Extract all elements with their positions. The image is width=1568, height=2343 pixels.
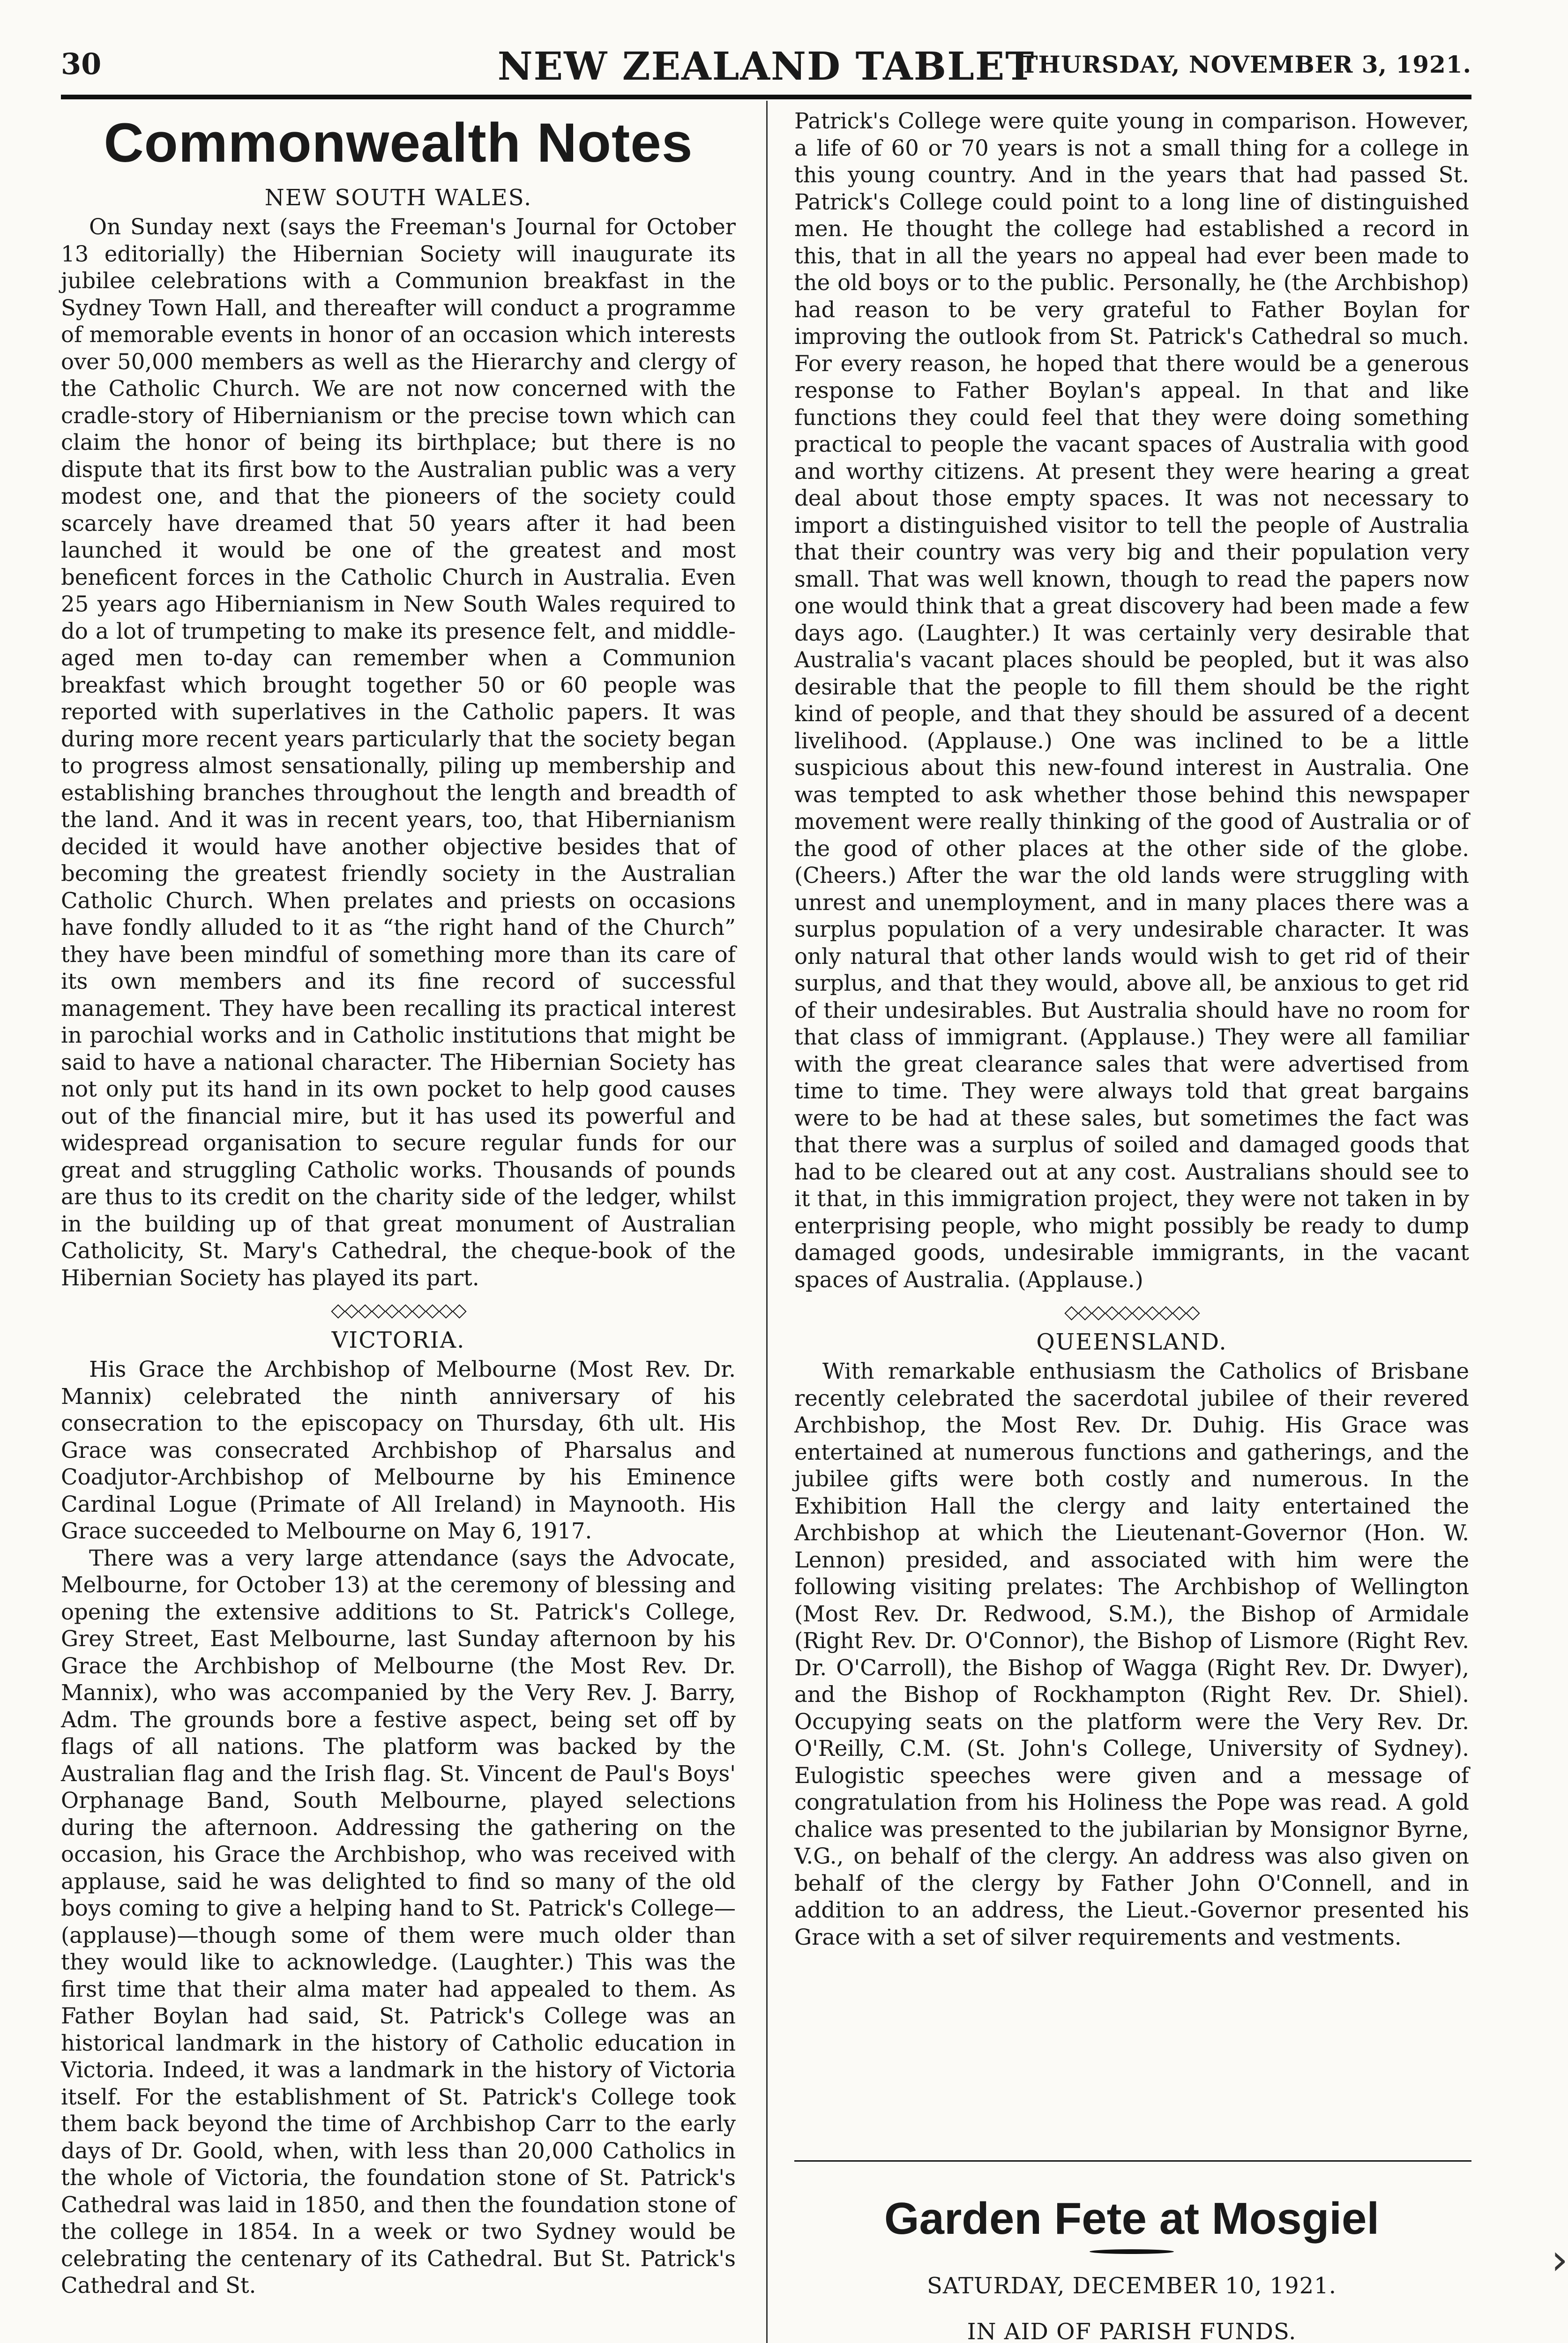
right-column: [794, 108, 1469, 1951]
garden-fete-notice: [794, 2170, 1469, 2343]
chevron-right-icon: ›: [1551, 2235, 1568, 2284]
victoria-paragraph-2-continued: Patrick's College were quite young in comparison. However, a life of 60 or 70 years is not a small thing for a college in this young country. And in the years that had passed St. Patrick's College could point to a long line of distinguished men. He thought the college had established a record in this, that in all the years no appeal had ever been made to the old boys or to the public. Personally, he (the Archbishop) had reason to be very grateful to Father Boylan for improving the outlook from St. Patrick's Cathedral so much. For every reason, he hoped that there would be a generous response to Father Boylan's appeal. In that and like functions they could feel that they were doing something practical to people the vacant spaces of Australia with good and worthy citizens. At present they were hearing a great deal about those empty spaces. It was not necessary to import a distinguished visitor to tell the people of Australia that their country was very big and their population very small. That was well known, though to read the papers now one would think that a great discovery had been made a few days ago. (Laughter.) It was certainly very desirable that Australia's vacant places should be peopled, but it was also desirable that the people to fill them should be the right kind of people, and that they should be assured of a decent livelihood. (Applause.) One was inclined to be a little suspicious about this new-found interest in Australia. One was tempted to ask whether those behind this newspaper movement were really thinking of the good of Australia or of the good of other places at the other side of the globe. (Cheers.) After the war the old lands were struggling with unrest and unemployment, and in many places there was a surplus population of a very undesirable character. It was only natural that other lands would wish to get rid of their surplus, and that they would, above all, be anxious to get rid of their undesirables. But Australia should have no room for that class of immigrant. (Applause.) They were all familiar with the great clearance sales that were advertised from time to time. They were always told that great bargains were to be had at these sales, but sometimes the fact was that there was a surplus of soiled and damaged goods that had to be cleared out at any cost. Australians should see to it that, in this immigration project, they were not taken in by enterprising people, who might possibly be ready to dump damaged goods, undesirable immigrants, in the vacant spaces of Australia. (Applause.): [794, 108, 1469, 1292]
page-header: [61, 42, 1471, 94]
notice-title: Garden Fete at Mosgiel: [884, 2194, 1380, 2244]
page-number: 30: [61, 47, 102, 81]
section-heading-nsw: NEW SOUTH WALES.: [264, 185, 532, 211]
ornament-divider: ◇◇◇◇◇◇◇◇◇◇: [1064, 1301, 1199, 1323]
column-divider: [766, 101, 768, 2343]
victoria-paragraph-2: There was a very large attendance (says the Advocate, Melbourne, for October 13) at the ceremony of blessing and opening the extensive additions to St. Patrick's College, Grey Street, East Melbourne, last Sunday afternoon by his Grace the Archbishop of Melbourne (the Most Rev. Dr. Mannix), who was accompanied by the Very Rev. J. Barry, Adm. The grounds bore a festive aspect, being set off by flags of all nations. The platform was backed by the Australian flag and the Irish flag. St. Vincent de Paul's Boys' Orphanage Band, South Melbourne, played selections during the afternoon. Addressing the gathering on the occasion, his Grace the Archbishop, who was received with applause, said he was delighted to find so many of the old boys coming to give a helping hand to St. Patrick's College—(applause)—though some of them were much older than they would like to acknowledge. (Laughter.) This was the first time that their alma mater had appealed to them. As Father Boylan had said, St. Patrick's College was an historical landmark in the history of Catholic education in Victoria. Indeed, it was a landmark in the history of Victoria itself. For the establishment of St. Patrick's College took them back beyond the time of Archbishop Carr to the early days of Dr. Goold, when, with less than 20,000 Catholics in the whole of Victoria, the foundation stone of St. Patrick's Cathedral was laid in 1850, and then the foundation stone of the college in 1854. In a week or two Sydney would be celebrating the centenary of its Cathedral. But St. Patrick's Cathedral and St.: [61, 1545, 736, 2298]
article-headline: Commonwealth Notes: [104, 112, 693, 174]
notice-top-rule: [794, 2160, 1471, 2162]
notice-date: SATURDAY, DECEMBER 10, 1921.: [927, 2273, 1337, 2299]
section-heading-victoria: VICTORIA.: [331, 1327, 465, 1353]
header-rule: [61, 95, 1471, 99]
nsw-paragraph: On Sunday next (says the Freeman's Journal for October 13 editorially) the Hibernian Society will inaugurate its jubilee celebrations with a Communion breakfast in the Sydney Town Hall, and thereafter will conduct a programme of memorable events in honor of an occasion which interests over 50,000 members as well as the Hierarchy and clergy of the Catholic Church. We are not now concerned with the cradle-story of Hibernianism or the precise town which can claim the honor of being its birthplace; but there is no dispute that its first bow to the Australian public was a very modest one, and that the pioneers of the society could scarcely have dreamed that 50 years after it had been launched it would be one of the greatest and most beneficent forces in the Catholic Church in Australia. Even 25 years ago Hibernianism in New South Wales required to do a lot of trumpeting to make its presence felt, and middle-aged men to-day can remember when a Communion breakfast which brought together 50 or 60 people was reported with superlatives in the Catholic papers. It was during more recent years particularly that the society began to progress almost sensationally, piling up membership and establishing branches throughout the length and breadth of the land. And it was in recent years, too, that Hibernianism decided it would have another objective besides that of becoming the greatest friendly society in the Australian Catholic Church. When prelates and priests on occasions have fondly alluded to it as “the right hand of the Church” they have been mindful of something more than its care of its own members and its fine record of successful management. They have been recalling its practical interest in parochial works and in Catholic institutions that might be said to have a national character. The Hibernian Society has not only put its hand in its own pocket to help good causes out of the financial mire, but it has used its powerful and widespread organisation to secure regular funds for our great and struggling Catholic works. Thousands of pounds are thus to its credit on the charity side of the ledger, whilst in the building up of that great monument of Australian Catholicity, St. Mary's Cathedral, the cheque-book of the Hibernian Society has played its part.: [61, 214, 736, 1291]
victoria-paragraph-1: His Grace the Archbishop of Melbourne (Most Rev. Dr. Mannix) celebrated the ninth anniversary of his consecration to the episcopacy on Thursday, 6th ult. His Grace was consecrated Archbishop of Pharsalus and Coadjutor-Archbishop of Melbourne by his Eminence Cardinal Logue (Primate of All Ireland) in Maynooth. His Grace succeeded to Melbourne on May 6, 1917.: [61, 1357, 736, 1544]
ornament-divider: ◇◇◇◇◇◇◇◇◇◇: [331, 1299, 466, 1321]
left-column: [61, 108, 736, 2299]
masthead-title: NEW ZEALAND TABLET: [497, 44, 1035, 89]
section-heading-queensland: QUEENSLAND.: [1036, 1329, 1227, 1355]
newspaper-page: [61, 42, 1568, 2343]
queensland-paragraph: With remarkable enthusiasm the Catholics of Brisbane recently celebrated the sacerdotal jubilee of their revered Archbishop, the Most Rev. Dr. Duhig. His Grace was entertained at numerous functions and gatherings, and the jubilee gifts were both costly and numerous. In the Exhibition Hall the clergy and laity entertained the Archbishop at which the Lieutenant-Governor (Hon. W. Lennon) presided, and associated with him were the following visiting prelates: The Archbishop of Wellington (Most Rev. Dr. Redwood, S.M.), the Bishop of Armidale (Right Rev. Dr. O'Connor), the Bishop of Lismore (Right Rev. Dr. O'Carroll), the Bishop of Wagga (Right Rev. Dr. Dwyer), and the Bishop of Rockhampton (Right Rev. Dr. Shiel). Occupying seats on the platform were the Very Rev. Dr. O'Reilly, C.M. (St. John's College, University of Sydney). Eulogistic speeches were given and a message of congratulation from his Holiness the Pope was read. A gold chalice was presented to the jubilarian by Monsignor Byrne, V.G., on behalf of the clergy. An address was also given on behalf of the clergy by Father John O'Connell, and in addition to an address, the Lieut.-Governor presented his Grace with a set of silver requirements and vestments.: [794, 1358, 1469, 1950]
notice-underline: [1090, 2249, 1174, 2254]
issue-date: THURSDAY, NOVEMBER 3, 1921.: [1020, 51, 1471, 78]
notice-aid: IN AID OF PARISH FUNDS.: [967, 2319, 1297, 2343]
